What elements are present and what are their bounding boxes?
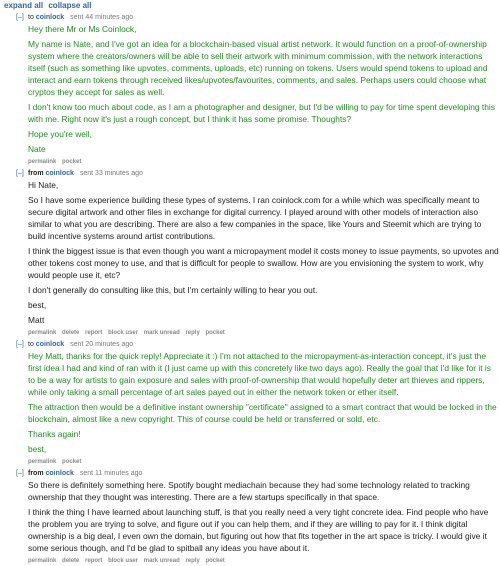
- message-body: [28, 23, 500, 155]
- message-paragraph: Hey there Mr or Ms Coinlock,: [28, 24, 137, 34]
- delete-link[interactable]: delete: [62, 330, 80, 336]
- permalink-link[interactable]: permalink: [28, 330, 57, 336]
- message-paragraph: Hi Nate,: [28, 180, 59, 190]
- message-header: [16, 13, 500, 23]
- message-paragraph: Nate: [28, 144, 46, 154]
- collapse-toggle[interactable]: [–]: [16, 341, 24, 348]
- message-header: [16, 169, 500, 179]
- report-link[interactable]: report: [85, 330, 103, 336]
- message-paragraph: I think the biggest issue is that even though you want a micropayment model it costs money to issue payments, so upvotes and other tokens cost money to use, and that is difficult for people to swallow. How are you envisioning the system to work, why would people use it, etc?: [28, 246, 499, 280]
- message-paragraph: best,: [28, 444, 47, 454]
- collapse-toggle[interactable]: [–]: [16, 470, 24, 477]
- message-author-link[interactable]: coinlock: [35, 341, 65, 348]
- message-author-link[interactable]: coinlock: [45, 470, 74, 477]
- message-direction: to: [28, 14, 34, 21]
- message-actions: [28, 329, 500, 338]
- message: [4, 469, 500, 566]
- message-paragraph: best,: [28, 300, 47, 310]
- message-timestamp: sent 33 minutes ago: [79, 170, 143, 177]
- permalink-link[interactable]: permalink: [28, 159, 57, 165]
- block-user-link[interactable]: block user: [108, 330, 139, 336]
- message-paragraph: Hope you're well,: [28, 129, 92, 139]
- message-header: [16, 340, 500, 350]
- message-author-link[interactable]: coinlock: [35, 14, 65, 21]
- message-paragraph: I don't know too much about code, as I am a photographer and designer, but I'd be willing to pay for time spent developing this with me. Right now it's just a rough concept, but I think it has some promise. Thoughts?: [28, 102, 495, 124]
- message-actions: [28, 557, 500, 566]
- delete-link[interactable]: delete: [62, 558, 80, 564]
- expand-all-link[interactable]: expand all: [4, 1, 44, 10]
- message-actions: [28, 158, 500, 167]
- message-paragraph: I think the thing I have learned about launching stuff, is that you really need a very tight concrete idea. Find people who have the problem you are trying to solve, and figure out if you can help them, and if they are willing to pay for it. I think digital ownership is a big deal, I even own the domain, but figuring out how that fits together in the art space is tricky. I would give it some serious though, and I'd be glad to spitball any ideas you have about it.: [28, 507, 489, 553]
- message: [4, 340, 500, 467]
- permalink-link[interactable]: permalink: [28, 459, 57, 465]
- message-paragraph: Matt: [28, 315, 45, 325]
- pocket-link[interactable]: pocket: [62, 159, 82, 165]
- collapse-toggle[interactable]: [–]: [16, 14, 24, 21]
- message-actions: [28, 458, 500, 467]
- pocket-link[interactable]: pocket: [205, 558, 225, 564]
- message-timestamp: sent 20 minutes ago: [70, 341, 134, 348]
- block-user-link[interactable]: block user: [108, 558, 139, 564]
- message-body: [28, 179, 500, 326]
- message-body: [28, 350, 500, 455]
- message-paragraph: The attraction then would be a definitive instant ownership "certificate" assigned to a smart contract that would be locked in the blockchain, almost like a new copyright. This of course could be held or transferred or sold, etc.: [28, 402, 497, 424]
- message-author-link[interactable]: coinlock: [45, 170, 74, 177]
- pocket-link[interactable]: pocket: [62, 459, 82, 465]
- reply-link[interactable]: reply: [185, 558, 200, 564]
- message-direction: from: [28, 470, 44, 477]
- mark-unread-link[interactable]: mark unread: [143, 330, 180, 336]
- message-paragraph: Hey Matt, thanks for the quick reply! Appreciate it :) I'm not attached to the micropayment-as-interaction concept, it's just the first idea I had and kind of ran with it (I just came up with this concretely like two days ago). Really the goal that I'd like for it is to be a way for artists to gain exposure and sales with proof-of-ownership that would hopefully deter art thieves and rippers, while only taking a small percentage of art sales payed out in either the network token or ether itself.: [28, 351, 491, 397]
- message-timestamp: sent 44 minutes ago: [70, 14, 134, 21]
- reply-link[interactable]: reply: [185, 330, 200, 336]
- message-direction: to: [28, 341, 34, 348]
- message-paragraph: I don't generally do consulting like this, but I'm certainly willing to hear you out.: [28, 285, 318, 295]
- message-body: [28, 479, 500, 554]
- message-paragraph: Thanks again!: [28, 429, 81, 439]
- report-link[interactable]: report: [85, 558, 103, 564]
- message-direction: from: [28, 170, 44, 177]
- pocket-link[interactable]: pocket: [205, 330, 225, 336]
- collapse-all-link[interactable]: collapse all: [48, 1, 92, 10]
- message-paragraph: So there is definitely something here. Spotify bought mediachain because they had some technology related to tracking ownership that they thought was interesting. There are a few startups specifically in that space.: [28, 480, 470, 502]
- message: [4, 13, 500, 167]
- message-header: [16, 469, 500, 479]
- permalink-link[interactable]: permalink: [28, 558, 57, 564]
- message: [4, 169, 500, 338]
- collapse-toggle[interactable]: [–]: [16, 170, 24, 177]
- mark-unread-link[interactable]: mark unread: [143, 558, 180, 564]
- thread-controls: [0, 0, 500, 11]
- message-timestamp: sent 11 minutes ago: [79, 470, 143, 477]
- message-paragraph: My name is Nate, and I've got an idea for a blockchain-based visual artist network. It would function on a proof-of-ownership system where the creators/owners will be able to sell their artwork with minimum commission, with the network interactions itself (such as something like upvotes, comments, uploads, etc) running on tokens. Users would spend tokens to upload and interact and earn tokens through received likes/upvotes/favourites, comments, and sales. Perhaps users could choose what cryptos they accept for sales as well.: [28, 39, 488, 97]
- message-paragraph: So I have some experience building these types of systems. I ran coinlock.com for a while which was specifically meant to secure digital artwork and other files in exchange for digital currency. I played around with other models of interaction also similar to what you are describing. There are also a few companies in the space, like Yours and Steemit which are trying to build incentive systems around artist contributions.: [28, 195, 482, 241]
